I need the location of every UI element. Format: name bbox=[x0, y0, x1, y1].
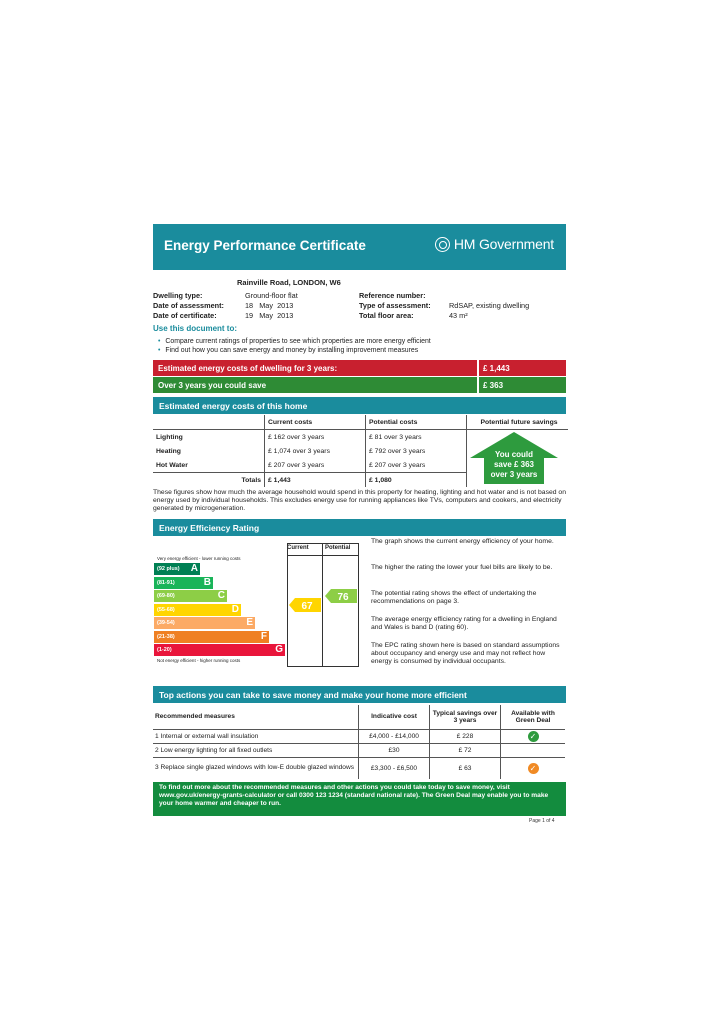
eer-band-range: (21-38) bbox=[157, 633, 175, 640]
logo-text: HM Government bbox=[453, 236, 554, 252]
estimated-cost-label: Estimated energy costs of dwelling for 3 years: bbox=[158, 364, 338, 373]
table-row: 1 Internal or external wall insulation £4,000 - £14,000 £ 228 ✓ bbox=[153, 729, 565, 743]
property-address: Rainville Road, LONDON, W6 bbox=[237, 278, 341, 287]
certificate-title: Energy Performance Certificate bbox=[164, 238, 366, 253]
eer-band-letter: G bbox=[275, 644, 283, 655]
eer-col-current-label: Current bbox=[287, 545, 309, 551]
eer-band-range: (55-68) bbox=[157, 606, 175, 613]
dwelling-details-values bbox=[245, 291, 298, 321]
eer-band-letter: E bbox=[246, 617, 253, 628]
costs-section-title: Estimated energy costs of this home bbox=[159, 401, 308, 411]
eer-explanation-5: The EPC rating shown here is based on standard assumptions about occupancy and energy use and may not reflect how energy is consumed by individual occupants. bbox=[371, 642, 560, 665]
eer-bottom-caption: Not energy efficient - higher running costs bbox=[157, 658, 241, 663]
green-deal-footer: To find out more about the recommended measures and other actions you could take today to save money, visit www.gov.uk/energy-grants-calculator or call 0300 123 1234 (standard national rate). The Green Deal may enable you to make your home warmer and cheaper to run. bbox=[153, 782, 566, 816]
use-document-bullets bbox=[158, 337, 431, 355]
bullet-item: • Compare current ratings of properties to see which properties are more energy efficient bbox=[158, 338, 431, 345]
hm-government-logo bbox=[435, 236, 554, 252]
assessment-type-value: RdSAP, existing dwelling bbox=[449, 301, 530, 310]
bullet-item: • Find out how you can save energy and money by installing improvement measures bbox=[158, 347, 419, 354]
dwelling-details-right-values bbox=[449, 291, 529, 321]
eer-band-g bbox=[154, 644, 285, 656]
potential-rating-arrow bbox=[325, 589, 357, 603]
assessment-type-label: Type of assessment: bbox=[359, 301, 431, 310]
savings-arrow bbox=[470, 432, 558, 484]
col-typical-savings: Typical savings over 3 years bbox=[430, 705, 501, 729]
crest-icon bbox=[435, 237, 450, 252]
floor-area-label: Total floor area: bbox=[359, 311, 414, 320]
eer-explanation-1: The graph shows the current energy efficiency of your home. bbox=[371, 538, 554, 545]
eer-band-range: (1-20) bbox=[157, 647, 172, 653]
eer-potential-column bbox=[322, 543, 359, 667]
col-potential-costs: Potential costs bbox=[366, 415, 467, 430]
table-row: 3 Replace single glazed windows with low-E double glazed windows £3,300 - £6,500 £ 63 ✓ bbox=[153, 757, 565, 779]
col-indicative-cost: Indicative cost bbox=[359, 705, 430, 729]
table-row: Lighting £ 162 over 3 years £ 81 over 3 years bbox=[153, 430, 568, 445]
eer-band-c bbox=[154, 590, 227, 602]
eer-band-letter: B bbox=[203, 576, 211, 588]
actions-section-header bbox=[153, 686, 566, 703]
eer-band-range: (92 plus) bbox=[157, 566, 180, 572]
eer-band-e bbox=[154, 617, 255, 629]
savings-value: £ 363 bbox=[477, 377, 566, 393]
actions-title: Top actions you can take to save money and make your home more efficient bbox=[159, 690, 467, 700]
table-row: 2 Low energy lighting for all fixed outlets £30 £ 72 bbox=[153, 743, 565, 757]
eer-band-range: (69-80) bbox=[157, 593, 175, 599]
dwelling-type-label: Dwelling type: bbox=[153, 291, 203, 300]
eer-col-potential-label: Potential bbox=[325, 545, 351, 551]
dwelling-details-right bbox=[359, 291, 431, 321]
eer-band-a bbox=[154, 563, 200, 575]
eer-section-header bbox=[153, 519, 566, 536]
actions-table bbox=[153, 705, 565, 779]
table-row: Heating £ 1,074 over 3 years £ 792 over 3 years bbox=[153, 444, 568, 458]
current-rating-value: 67 bbox=[301, 601, 313, 612]
savings-arrow-line1: You could bbox=[494, 450, 534, 459]
current-rating-arrow bbox=[289, 598, 321, 612]
col-recommended-measures: Recommended measures bbox=[153, 705, 359, 729]
page-number: Page 1 of 4 bbox=[529, 818, 555, 824]
eer-band-letter: D bbox=[231, 603, 239, 615]
assessment-date-label: Date of assessment: bbox=[153, 301, 224, 310]
savings-label: Over 3 years you could save bbox=[158, 381, 267, 390]
reference-label: Reference number: bbox=[359, 291, 426, 300]
floor-area-value: 43 m² bbox=[449, 311, 468, 320]
eer-band-letter: A bbox=[190, 563, 198, 574]
assessment-date-value: 18 May 2013 bbox=[245, 301, 294, 310]
eer-explanation-4: The average energy efficiency rating for a dwelling in England and Wales is band D (rating 60). bbox=[371, 616, 557, 631]
col-current-costs: Current costs bbox=[265, 415, 366, 430]
costs-note: These figures show how much the average household would spend in this property for heating, lighting and hot water and is not based on energy used by individual households. This excludes energy use for running appliances like TVs, computers and cookers, and electricity generated by microgeneration. bbox=[153, 489, 566, 512]
certificate-date-label: Date of certificate: bbox=[153, 311, 217, 320]
eer-band-letter: C bbox=[217, 590, 225, 601]
check-icon: ✓ bbox=[528, 731, 539, 742]
eer-title: Energy Efficiency Rating bbox=[159, 523, 260, 533]
use-document-title: Use this document to: bbox=[153, 324, 238, 333]
eer-header-divider bbox=[287, 555, 359, 556]
eer-top-caption: Very energy efficient - lower running costs bbox=[157, 556, 241, 561]
savings-arrow-line2: save £ 363 bbox=[493, 460, 535, 469]
eer-explanation-2: The higher the rating the lower your fuel bills are likely to be. bbox=[371, 564, 553, 571]
potential-rating-value: 76 bbox=[337, 592, 349, 603]
eer-band-range: (39-54) bbox=[157, 620, 175, 626]
eer-explanation-3: The potential rating shows the effect of undertaking the recommendations on page 3. bbox=[371, 590, 537, 605]
certificate-header bbox=[153, 224, 566, 270]
table-row: Hot Water £ 207 over 3 years £ 207 over 3 years bbox=[153, 458, 568, 473]
col-green-deal: Available with Green Deal bbox=[501, 705, 566, 729]
estimated-cost-value: £ 1,443 bbox=[477, 360, 566, 376]
eer-band-range: (81-91) bbox=[157, 579, 175, 586]
eer-band-f bbox=[154, 631, 269, 643]
eer-band-letter: F bbox=[260, 630, 267, 642]
eer-band-b bbox=[154, 577, 213, 589]
eer-band-d bbox=[154, 604, 241, 616]
reference-value bbox=[449, 291, 529, 301]
check-icon: ✓ bbox=[528, 763, 539, 774]
savings-bar bbox=[153, 377, 566, 393]
totals-row: Totals £ 1,443 £ 1,080 bbox=[153, 473, 568, 488]
savings-arrow-line3: over 3 years bbox=[490, 470, 538, 479]
estimated-cost-bar bbox=[153, 360, 566, 376]
certificate-date-value: 19 May 2013 bbox=[245, 311, 294, 320]
costs-section-header bbox=[153, 397, 566, 414]
dwelling-type-value: Ground-floor flat bbox=[245, 291, 298, 300]
dwelling-details-left bbox=[153, 291, 224, 321]
col-future-savings: Potential future savings bbox=[467, 415, 569, 430]
